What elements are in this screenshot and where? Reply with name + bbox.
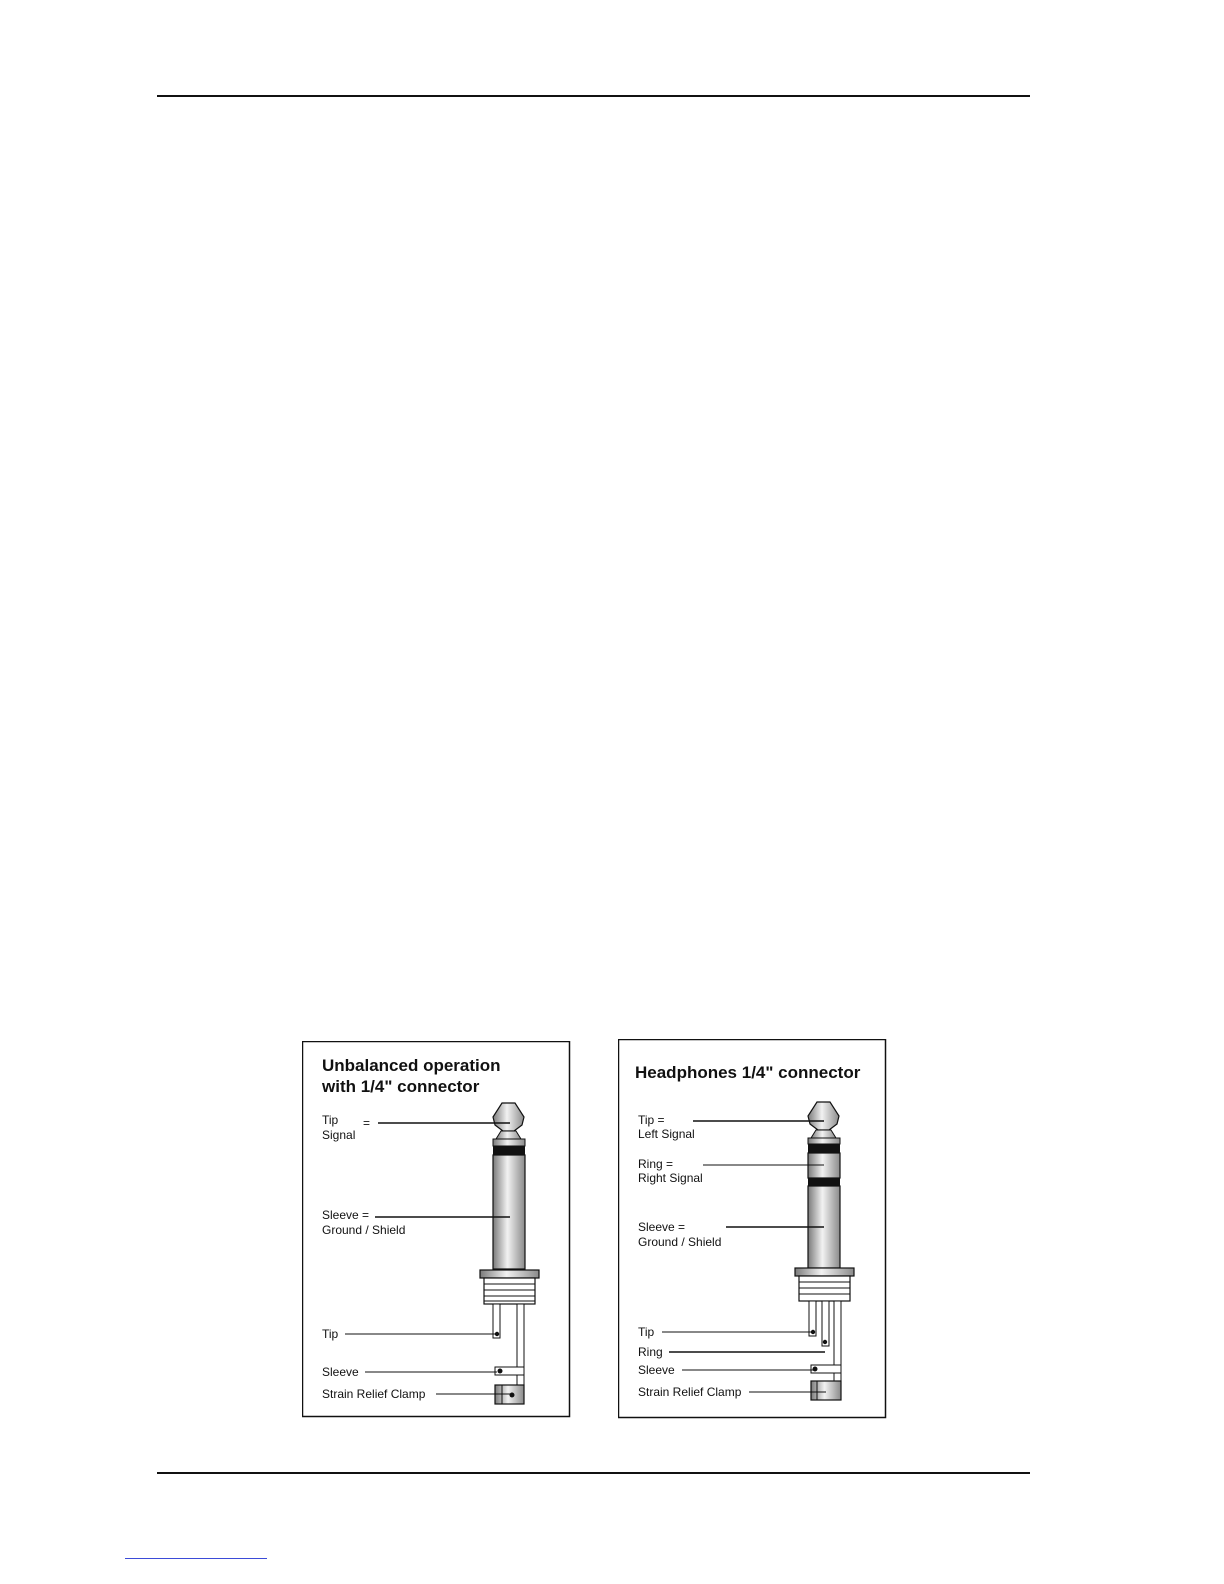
plug-thread [484, 1278, 535, 1304]
label-tip: Tip = [638, 1113, 665, 1127]
footer-link-underline [125, 1558, 267, 1559]
label-ground-shield: Ground / Shield [322, 1223, 406, 1237]
headphones-connector-diagram [618, 1039, 888, 1420]
label-tip: Tip [322, 1113, 339, 1127]
panel-title-line2: with 1/4" connector [322, 1077, 480, 1096]
plug-sleeve [493, 1155, 525, 1269]
label-wire-ring: Ring [638, 1345, 663, 1359]
plug-tip-neck [496, 1131, 521, 1139]
plug-flange [795, 1268, 854, 1276]
label-sleeve: Sleeve = [322, 1208, 370, 1222]
panel-title-line1: Unbalanced operation [322, 1056, 501, 1075]
ring-lug [822, 1301, 829, 1346]
label-left-signal: Left Signal [638, 1127, 695, 1141]
unbalanced-connector-diagram [302, 1041, 572, 1419]
label-ground-shield: Ground / Shield [638, 1235, 722, 1249]
label-tip-equals: = [363, 1116, 371, 1130]
label-wire-sleeve: Sleeve [638, 1363, 675, 1377]
plug-insulator [493, 1146, 525, 1155]
header-rule [157, 95, 1030, 97]
label-wire-tip: Tip [638, 1325, 655, 1339]
label-signal: Signal [322, 1128, 356, 1142]
plug-tip-neck [811, 1130, 836, 1138]
label-wire-sleeve: Sleeve [322, 1365, 359, 1379]
label-clamp: Strain Relief Clamp [322, 1387, 426, 1401]
panel-title: Headphones 1/4" connector [635, 1063, 861, 1082]
plug-insulator-1 [808, 1144, 840, 1153]
plug-insulator-2 [808, 1178, 840, 1186]
footer-rule [157, 1472, 1030, 1474]
label-clamp: Strain Relief Clamp [638, 1385, 742, 1399]
label-sleeve: Sleeve = [638, 1220, 686, 1234]
plug-tip-collar [808, 1138, 840, 1144]
label-ring: Ring = [638, 1157, 674, 1171]
plug-tip-collar [493, 1139, 525, 1146]
plug-flange [480, 1270, 539, 1278]
strain-relief-clamp [811, 1381, 841, 1400]
label-right-signal: Right Signal [638, 1171, 703, 1185]
label-wire-tip: Tip [322, 1327, 339, 1341]
